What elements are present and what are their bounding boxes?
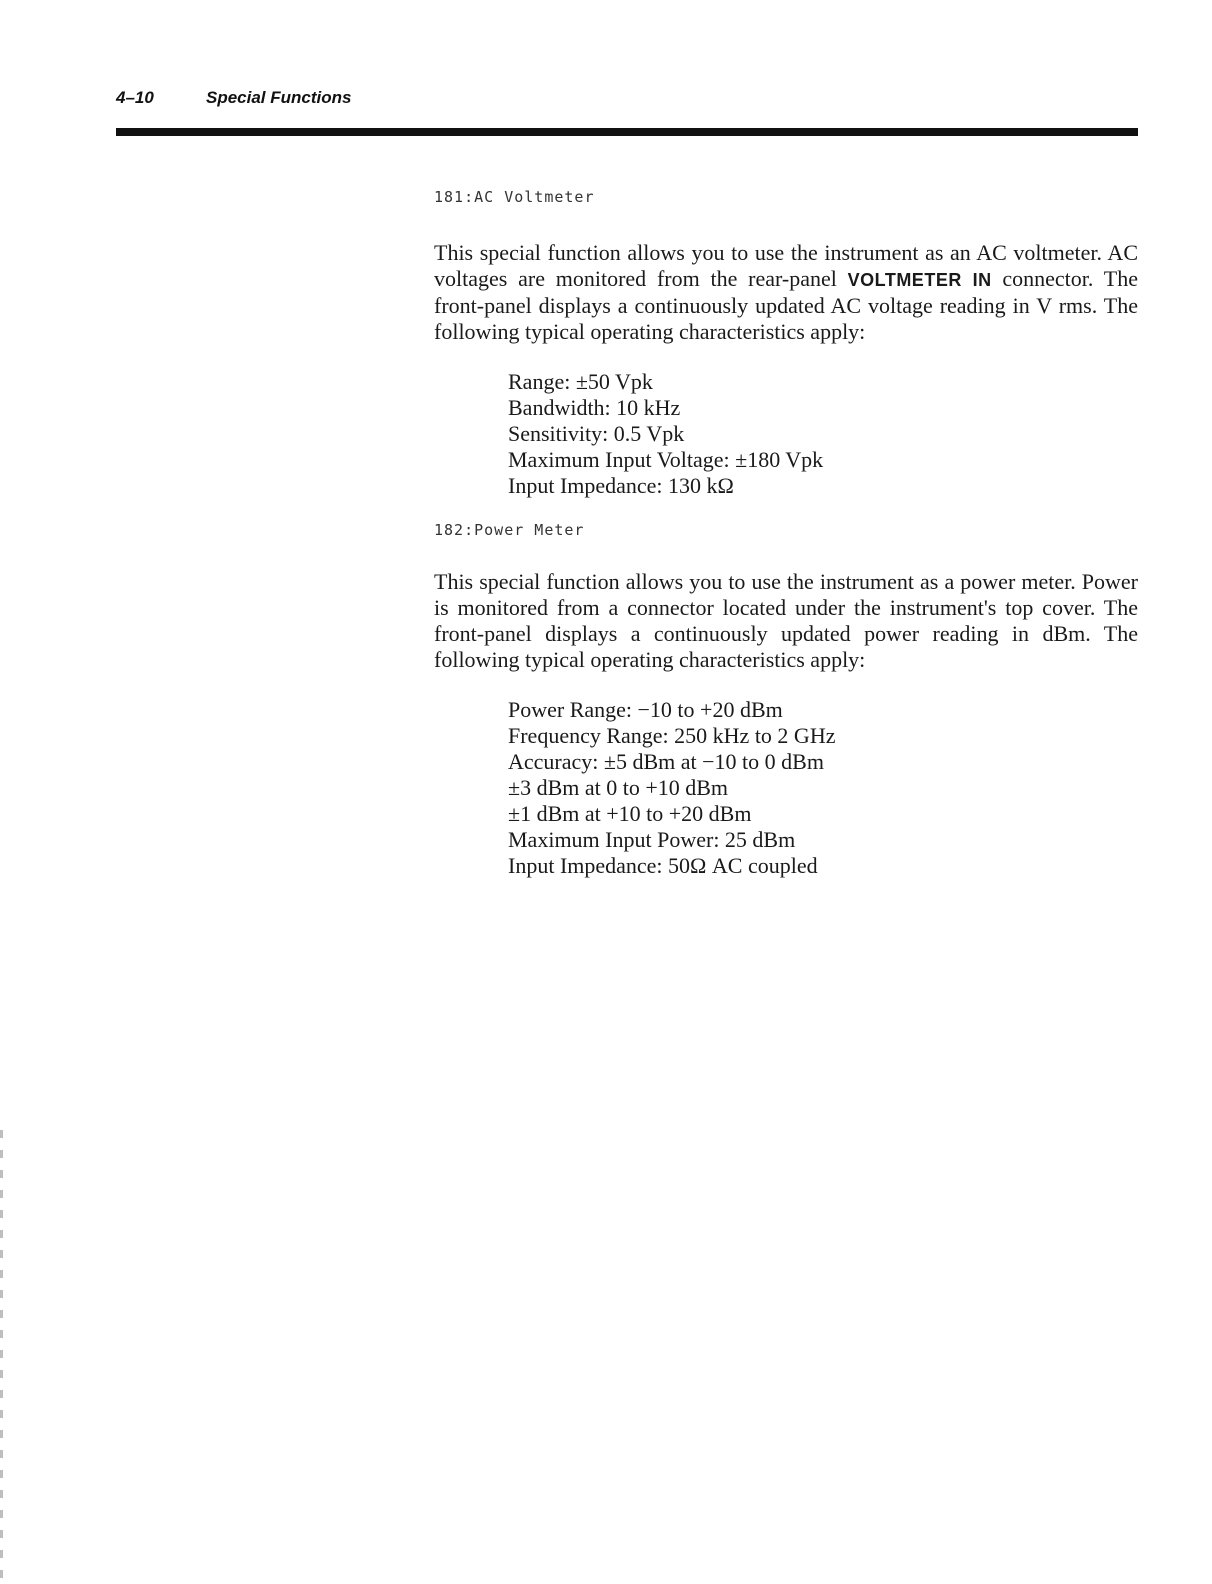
spec-item: Range: ±50 Vpk — [508, 369, 653, 394]
display-label-power-meter: 182:Power Meter — [434, 521, 585, 539]
spec-item: ±3 dBm at 0 to +10 dBm — [508, 775, 729, 800]
spec-item: ±1 dBm at +10 to +20 dBm — [508, 801, 752, 826]
spec-item: Maximum Input Voltage: ±180 Vpk — [508, 447, 824, 472]
spec-item: Sensitivity: 0.5 Vpk — [508, 421, 685, 446]
spec-item: Bandwidth: 10 kHz — [508, 395, 681, 420]
power-meter-spec-list — [434, 697, 1138, 879]
spec-item: Input Impedance: 130 kΩ — [508, 473, 734, 498]
display-label-ac-voltmeter: 181:AC Voltmeter — [434, 188, 595, 206]
power-meter-description: This special function allows you to use the instrument as a power meter. Power is monitored from a connector located under the instrument's top cover. The front-panel displays a continuously updated power reading in dBm. The following typical operating characteristics apply: — [434, 569, 1138, 672]
page-number: 4–10 — [116, 88, 154, 107]
spec-item: Accuracy: ±5 dBm at −10 to 0 dBm — [508, 749, 824, 774]
ac-voltmeter-text-end: connector. The front-panel displays a continuously updated AC voltage reading in V rms. The following typical operating characteristics apply: — [434, 266, 1138, 344]
ac-voltmeter-text-start: This special function allows you to use the instrument as an AC voltmeter. AC voltages are monitored from the rear-panel — [434, 240, 1138, 291]
ac-voltmeter-spec-list — [434, 369, 1138, 499]
voltmeter-in-keyword: VOLTMETER IN — [847, 270, 992, 290]
spec-item: Maximum Input Power: 25 dBm — [508, 827, 796, 852]
page-content — [434, 180, 1138, 879]
spec-item: Input Impedance: 50Ω AC coupled — [508, 853, 818, 878]
spec-item: Frequency Range: 250 kHz to 2 GHz — [508, 723, 836, 748]
scan-edge-marks — [0, 1130, 3, 1580]
header-rule — [116, 128, 1138, 136]
ac-voltmeter-description — [434, 240, 1138, 345]
spec-item: Power Range: −10 to +20 dBm — [508, 697, 783, 722]
section-title: Special Functions — [206, 88, 352, 107]
